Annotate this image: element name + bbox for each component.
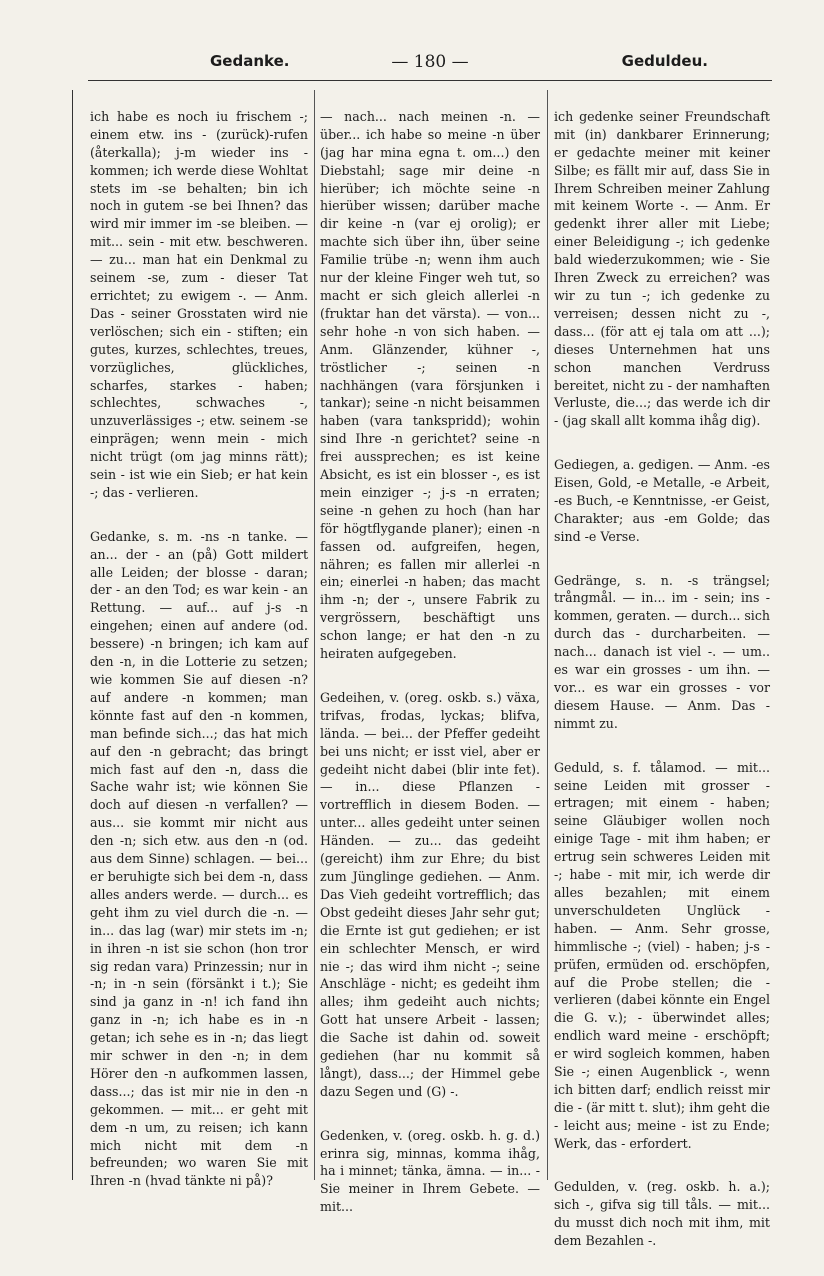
header-rule: [88, 80, 772, 81]
page-header: [88, 52, 772, 78]
entry-gediegen: Gediegen, a. gedigen. — Anm. -es Eisen, Gold, -e Metalle, -e Arbeit, -es Buch, -e Kenntnisse, -er Geist, Charakter; aus -em Golde; das sind -e Verse.: [554, 457, 770, 544]
paragraph: ich habe es noch iu frischem -; einem etw. ins - (zurück)-rufen (återkalla); j-m wieder ins - kommen; ich werde diese Wohltat stets im -se behalten; bin ich noch in gutem -se bei Ihnen? das wird mir immer im -se bleiben. — mit... sein - mit etw. beschweren. — zu... man hat ein Denkmal zu seinem -se, zum - dieser Tat errichtet; zu ewigem -. — Anm. Das - seiner Grosstaten wird nie verlöschen; sich ein - stiften; ein gutes, kurzes, schlechtes, treues, vorzügliches, glückliches, scharfes, starkes - haben; schlechtes, schwaches -, unzuverlässiges -; etw. seinem -se einprägen; wenn mein - mich nicht trügt (om jag minns rätt); sein - ist wie ein Sieb; er hat kein -; das - verlieren.: [90, 108, 308, 500]
entry-gedanke: Gedanke, s. m. -ns -n tanke. — an... der - an (på) Gott mildert alle Leiden; der blosse - daran; der - an den Tod; es war kein - an Rettung. — auf... auf j-s -n eingehen; einen auf andere (od. bessere) -n bringen; ich kam auf den -n, in die Lotterie zu setzen; wie kommen Sie auf diesen -n? auf andere -n kommen; man könnte fast auf den -n kommen, man befinde sich...; das hat mich auf den -n gebracht; das bringt mich fast auf den -n, dass die Sache wahr ist; wie können Sie doch auf diesen -n verfallen? — aus... sie kommt mir nicht aus den -n; sich etw. aus den -n (od. aus dem Sinne) schlagen. — bei... er beruhigte sich bei dem -n, dass alles anders werde. — durch... es geht ihm zu viel durch die -n. — in... das lag (war) mir stets im -n; in ihren -n ist sie schon (hon tror sig redan vara) Prinzessin; nur in -n; in -n sein (försänkt i t.); Sie sind ja ganz in -n! ich fand ihn ganz in -n; ich habe es in -n getan; ich sehe es in -n; das liegt mir schwer in den -n; in dem Hörer den -n aufkommen lassen, dass...; das ist mir nie in den -n gekommen. — mit... er geht mit dem -n um, zu reisen; ich kann mich nicht mit dem -n befreunden; wo waren Sie mit Ihren -n (hvad tänkte ni på)?: [90, 528, 308, 1189]
entry-gedraenge: Gedränge, s. n. -s trängsel; trångmål. — in... im - sein; ins - kommen, geraten. — durch... sich durch das - durcharbeiten. — nach... danach ist viel -. — um.. es war ein grosses - um ihn. — vor... es war ein grosses - vor diesem Hause. — Anm. Das - nimmt zu.: [554, 572, 770, 731]
entry-geduld: Geduld, s. f. tålamod. — mit... seine Leiden mit grosser - ertragen; mit einem - haben; seine Gläubiger wollen noch einige Tage - mit ihm haben; er ertrug sein schweres Leiden mit -; habe - mit mir, ich werde dir alles bezahlen; mit einem unverschuldeten Unglück - haben. — Anm. Sehr grosse, himmlische -; (viel) - haben; j-s - prüfen, ermüden od. erschöpfen, auf die Probe stellen; die - verlieren (dabei könnte ein Engel die G. v.); - überwindet alles; endlich ward meine - erschöpft; er wird sogleich kommen, haben Sie -; einen Augenblick -, wenn ich bitten darf; endlich reisst mir die - (är mitt t. slut); ihm geht die - leicht aus; meine - ist zu Ende; Werk, das - erfordert.: [554, 759, 770, 1151]
column-divider-1: [314, 90, 315, 1180]
header-left-word: Gedanke.: [210, 52, 290, 70]
header-right-word: Geduldeu.: [621, 52, 708, 70]
column-divider-2: [547, 90, 548, 1180]
entry-gedulden: Gedulden, v. (reg. oskb. h. a.); sich -, gifva sig till tåls. — mit... du musst dich noch mit ihm, mit dem Bezahlen -.: [554, 1179, 770, 1249]
column-1: [90, 90, 308, 1190]
column-3: [554, 90, 770, 1249]
paragraph: — nach... nach meinen -n. — über... ich habe so meine -n über (jag har mina egna t. om...) den Diebstahl; sage mir deine -n hierüber; ich möchte seine -n hierüber wissen; darüber mache dir keine -n (var ej orolig); er machte sich über ihn, über seine Familie trübe -n; wenn ihm auch nur der kleine Finger weh tut, so macht er sich gleich allerlei -n (fruktar han det värsta). — von... sehr hohe -n von sich haben. — Anm. Glänzender, kühner -, tröstlicher -; seinen -n nachhängen (vara försjunken i tankar); seine -n nicht beisammen haben (vara tankspridd); wohin sind Ihre -n gerichtet? seine -n frei aussprechen; es ist keine Absicht, es ist ein blosser -, es ist mein einziger -; j-s -n erraten; seine -n gehen zu hoch (han har för högtflygande planer); einen -n fassen od. aufgreifen, hegen, nähren; es fallen mir allerlei -n ein; einerlei -n haben; das macht ihm -n; der -, unsere Fabrik zu vergrössern, beschäftigt uns schon lange; er hat den -n zu heiraten aufgegeben.: [320, 108, 540, 662]
entry-gedeihen: Gedeihen, v. (oreg. oskb. s.) växa, trifvas, frodas, lyckas; blifva, lända. — bei... der Pfeffer gedeiht bei uns nicht; er isst viel, aber er gedeiht nicht dabei (blir inte fet). — in... diese Pflanzen - vortrefflich in diesem Boden. — unter... alles gedeiht unter seinen Händen. — zu... das gedeiht (gereicht) ihm zur Ehre; du bist zum Jünglinge gediehen. — Anm. Das Vieh gedeiht vortrefflich; das Obst gedeiht dieses Jahr sehr gut; die Ernte ist gut gediehen; er ist ein schlechter Mensch, er wird nie -; das wird ihm nicht -; seine Anschläge - nicht; es gedeiht ihm alles; ihm gedeiht auch nichts; Gott hat unsere Arbeit - lassen; die Sache ist dahin od. soweit gediehen (har nu kommit så långt), dass...; der Himmel gebe dazu Segen und (G) -.: [320, 689, 540, 1099]
paragraph: ich gedenke seiner Freundschaft mit (in) dankbarer Erinnerung; er gedachte meiner mit keiner Silbe; es fällt mir auf, dass Sie in Ihrem Schreiben meiner Zahlung mit keinem Worte -. — Anm. Er gedenkt ihrer aller mit Liebe; einer Beleidigung -; ich gedenke bald wiederzukommen; wie - Sie Ihren Zweck zu erreichen? was wir zu tun -; ich gedenke zu verreisen; dessen nicht zu -, dass... (för att ej tala om att ...); dieses Unternehmen hat uns schon manchen Verdruss bereitet, nicht zu - der namhaften Verluste, die...; das werde ich dir - (jag skall allt komma ihåg dig).: [554, 108, 770, 429]
left-margin-line: [72, 90, 73, 1180]
column-2: [320, 90, 540, 1215]
page-number: — 180 —: [391, 52, 469, 72]
entry-gedenken: Gedenken, v. (oreg. oskb. h. g. d.) erinra sig, minnas, komma ihåg, ha i minnet; tänka, ämna. — in... - Sie meiner in Ihrem Gebete. — mit...: [320, 1127, 540, 1215]
